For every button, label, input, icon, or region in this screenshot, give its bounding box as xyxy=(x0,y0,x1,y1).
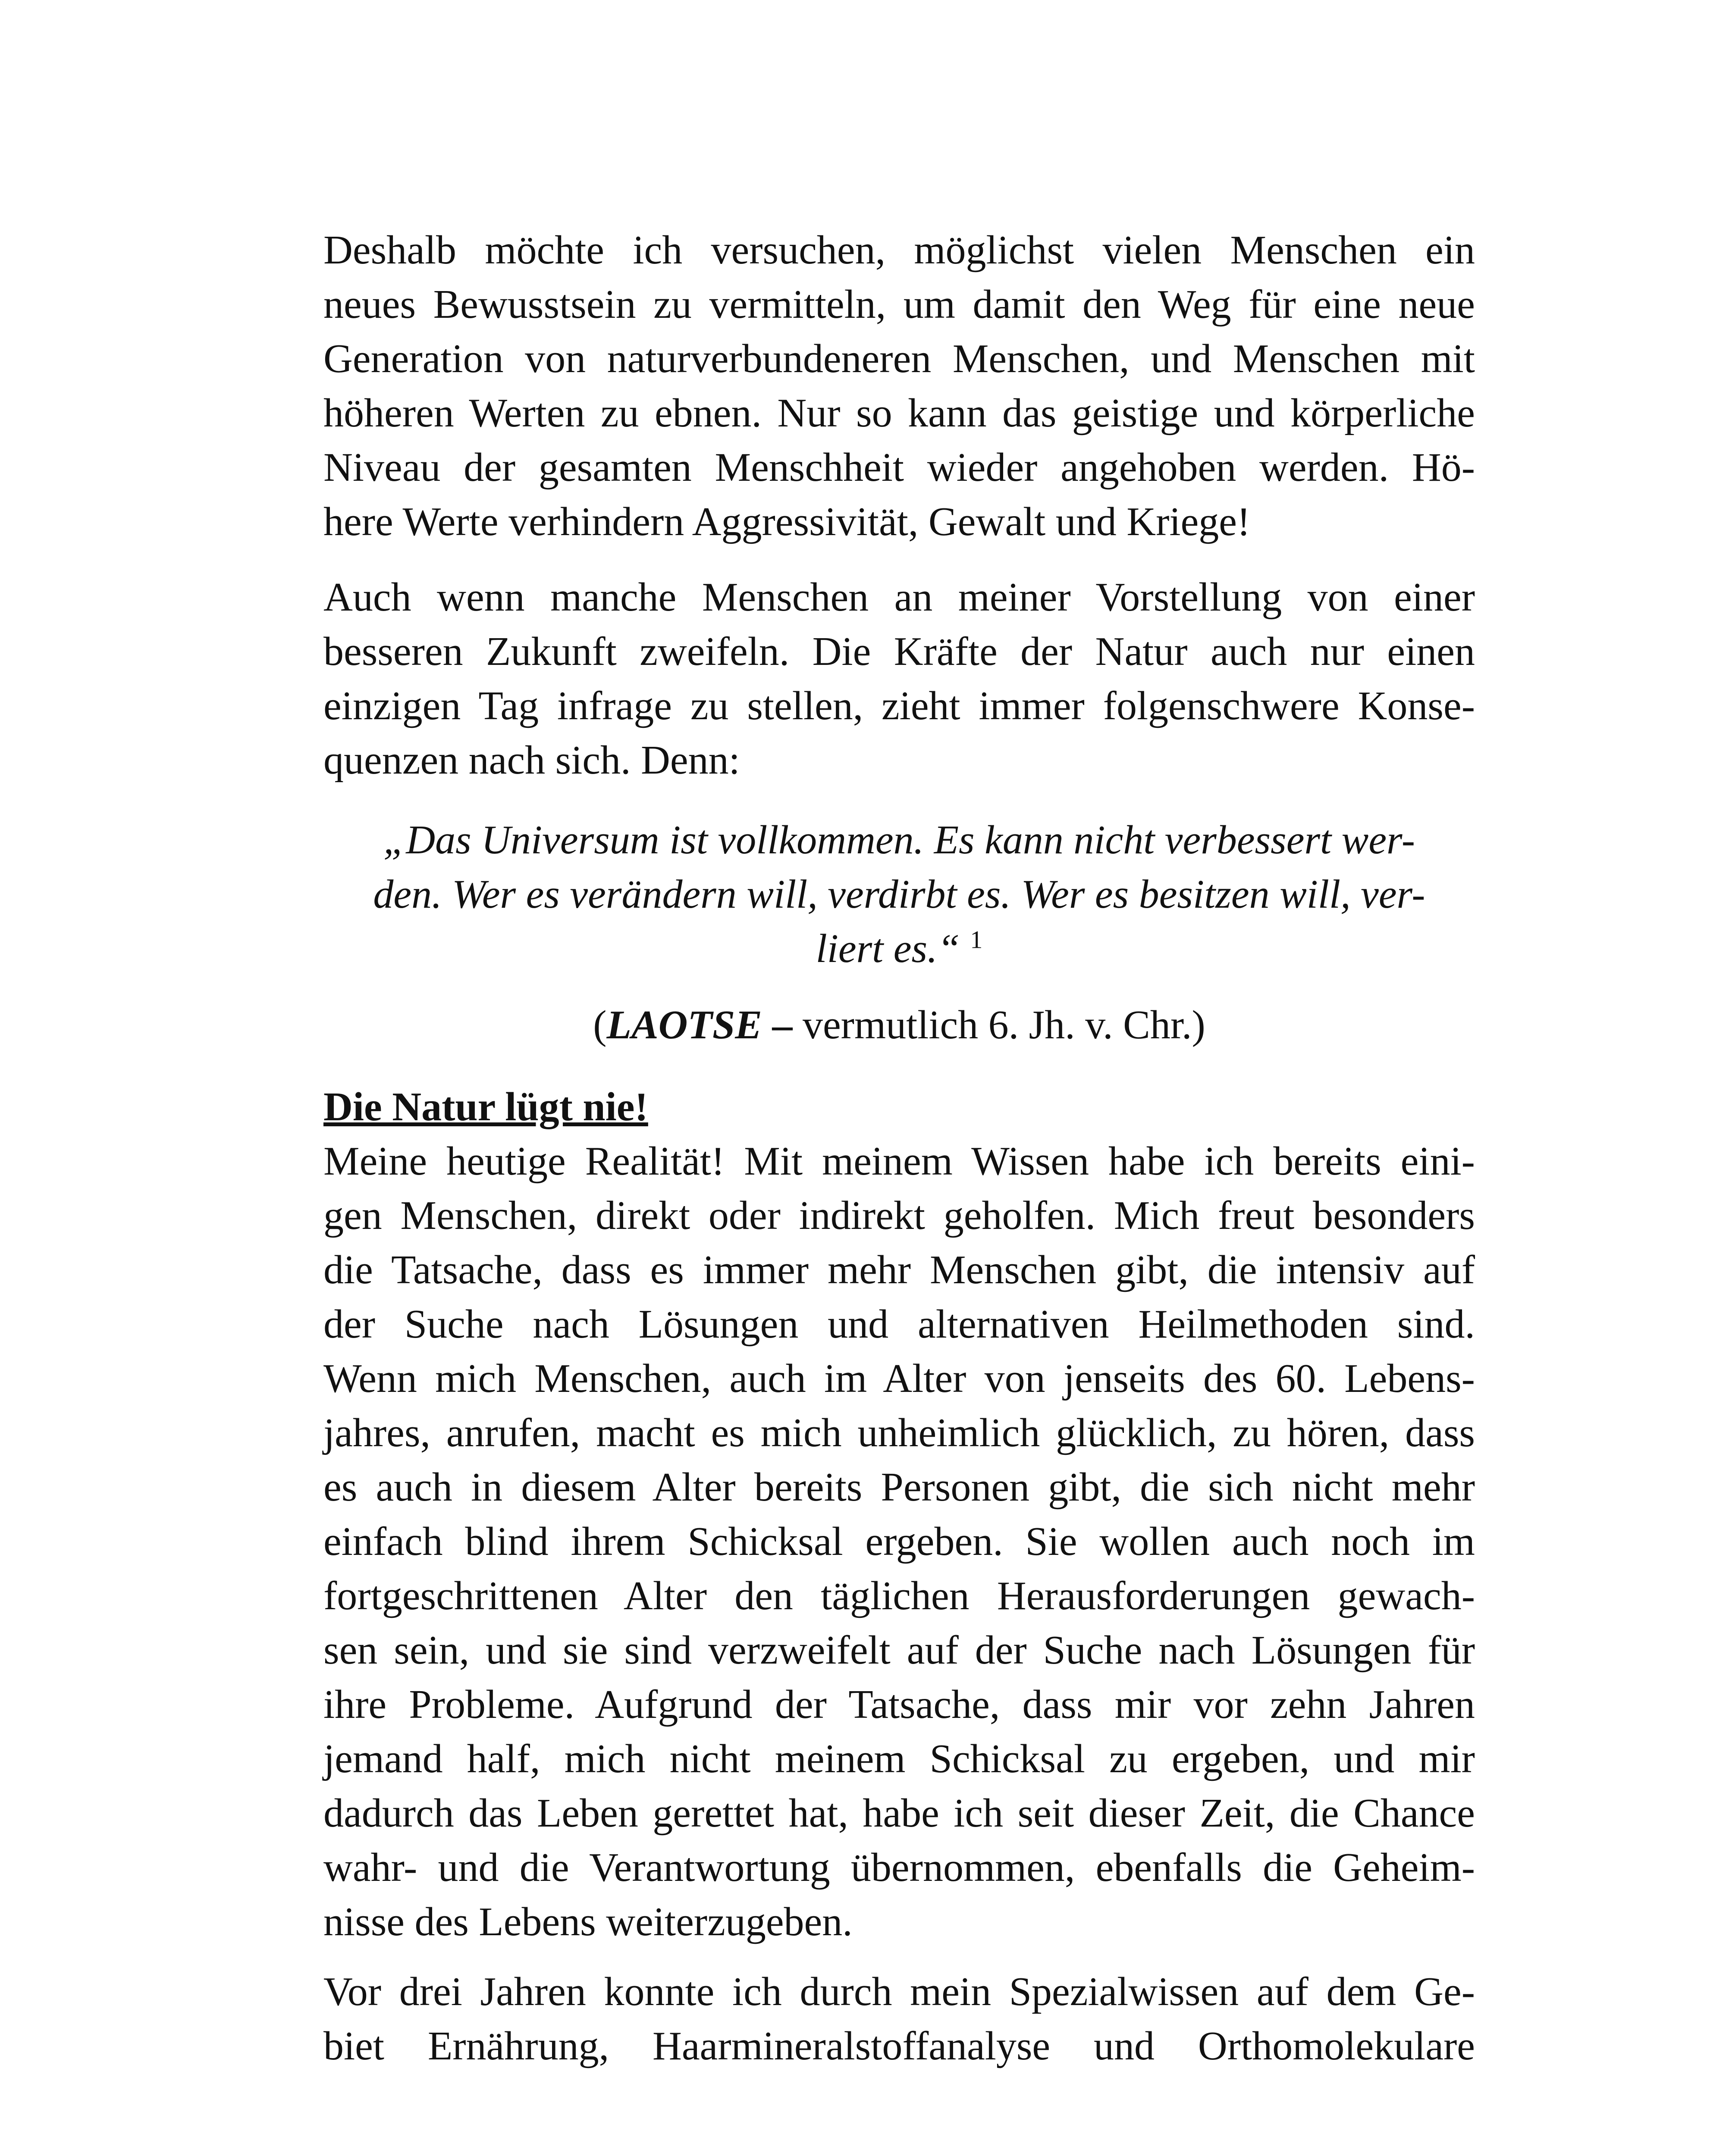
text-line: here Werte verhindern Aggressivität, Gewalt und Kriege! xyxy=(323,499,1251,544)
laotse-quote xyxy=(323,813,1475,976)
text-line: nisse des Lebens weiterzugeben. xyxy=(323,1899,853,1944)
text-line: quenzen nach sich. Denn: xyxy=(323,738,740,783)
text-line: ihre Probleme. Aufgrund der Tatsache, dass mir vor zehn Jahren xyxy=(323,1682,1475,1727)
text-line: Generation von naturverbundeneren Menschen, und Menschen mit xyxy=(323,336,1475,381)
text-line: Niveau der gesamten Menschheit wieder angehoben werden. Hö- xyxy=(323,445,1475,490)
text-line: neues Bewusstsein zu vermitteln, um damit den Weg für eine neue xyxy=(323,282,1475,327)
footnote-reference[interactable]: 1 xyxy=(970,925,983,954)
section-heading: Die Natur lügt nie! xyxy=(323,1084,648,1129)
text-line: besseren Zukunft zweifeln. Die Kräfte der Natur auch nur einen xyxy=(323,629,1475,674)
attribution-author: LAOTSE xyxy=(606,1003,762,1047)
text-line: Deshalb möchte ich versuchen, möglichst vielen Menschen ein xyxy=(323,228,1475,273)
paragraph-2 xyxy=(323,570,1475,787)
quote-attribution xyxy=(323,998,1475,1052)
paragraph-1 xyxy=(323,223,1475,549)
text-line: einfach blind ihrem Schicksal ergeben. Sie wollen auch noch im xyxy=(323,1519,1475,1564)
attribution-open-paren: ( xyxy=(593,1003,607,1047)
text-line: sen sein, und sie sind verzweifelt auf der Suche nach Lösungen für xyxy=(323,1628,1475,1673)
attribution-date: vermutlich 6. Jh. v. Chr.) xyxy=(792,1003,1205,1047)
text-line: höheren Werten zu ebnen. Nur so kann das geistige und körperliche xyxy=(323,391,1475,436)
quote-line-last xyxy=(323,921,1475,976)
text-line: der Suche nach Lösungen und alternativen Heilmethoden sind. xyxy=(323,1302,1475,1347)
text-line: Meine heutige Realität! Mit meinem Wissen habe ich bereits eini- xyxy=(323,1139,1475,1184)
text-line: fortgeschrittenen Alter den täglichen Herausforderungen gewach- xyxy=(323,1573,1475,1618)
quote-line: „Das Universum ist vollkommen. Es kann nicht verbessert wer- xyxy=(383,818,1415,862)
paragraph-3 xyxy=(323,1134,1475,1949)
text-line: Vor drei Jahren konnte ich durch mein Spezialwissen auf dem Ge- xyxy=(323,1969,1475,2014)
quote-line: den. Wer es verändern will, verdirbt es. Wer es besitzen will, ver- xyxy=(373,872,1425,917)
text-line: biet Ernährung, Haarmineralstoffanalyse und Orthomolekulare xyxy=(323,2024,1475,2068)
text-line: jahres, anrufen, macht es mich unheimlich glücklich, zu hören, dass xyxy=(323,1410,1475,1455)
text-line: wahr- und die Verantwortung übernommen, ebenfalls die Geheim- xyxy=(323,1845,1475,1890)
text-line: Auch wenn manche Menschen an meiner Vorstellung von einer xyxy=(323,575,1475,620)
text-line: die Tatsache, dass es immer mehr Menschen gibt, die intensiv auf xyxy=(323,1247,1475,1292)
text-line: dadurch das Leben gerettet hat, habe ich seit dieser Zeit, die Chance xyxy=(323,1791,1475,1836)
text-line: es auch in diesem Alter bereits Personen gibt, die sich nicht mehr xyxy=(323,1465,1475,1510)
text-line: Wenn mich Menschen, auch im Alter von jenseits des 60. Lebens- xyxy=(323,1356,1475,1401)
text-line: jemand half, mich nicht meinem Schicksal zu ergeben, und mir xyxy=(323,1736,1475,1781)
text-line: gen Menschen, direkt oder indirekt geholfen. Mich freut besonders xyxy=(323,1193,1475,1238)
paragraph-4 xyxy=(323,1965,1475,2073)
text-line: einzigen Tag infrage zu stellen, zieht immer folgenschwere Konse- xyxy=(323,683,1475,728)
attribution-dash: – xyxy=(762,1003,793,1047)
quote-line-text: liert es.“ xyxy=(816,926,960,971)
